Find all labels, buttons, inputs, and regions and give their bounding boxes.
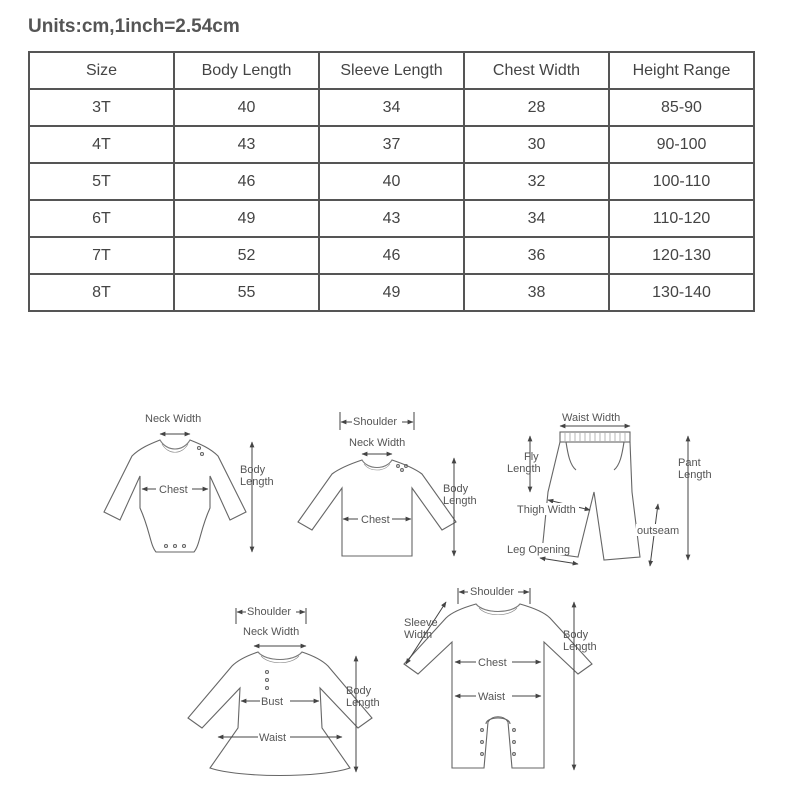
cell-sleeve-length: 40 bbox=[319, 163, 464, 200]
measurement-diagrams bbox=[0, 340, 800, 800]
units-note: Units:cm,1inch=2.54cm bbox=[28, 16, 240, 37]
label-body-length-2: Length bbox=[346, 697, 380, 709]
label-sleeve-width-1: Sleeve bbox=[404, 617, 438, 629]
cell-sleeve-length: 43 bbox=[319, 200, 464, 237]
cell-chest-width: 32 bbox=[464, 163, 609, 200]
cell-body-length: 55 bbox=[174, 274, 319, 311]
header-height-range: Height Range bbox=[609, 52, 754, 89]
cell-size: 6T bbox=[29, 200, 174, 237]
header-body-length: Body Length bbox=[174, 52, 319, 89]
label-body-length-1: Body bbox=[346, 685, 372, 697]
header-chest-width: Chest Width bbox=[464, 52, 609, 89]
cell-size: 3T bbox=[29, 89, 174, 126]
size-table bbox=[28, 51, 755, 312]
table-row bbox=[29, 89, 754, 126]
label-waist: Waist bbox=[259, 732, 287, 744]
label-body-length-2: Length bbox=[443, 495, 477, 507]
label-pant-length-2: Length bbox=[678, 469, 712, 481]
pants-pocket-right bbox=[614, 442, 624, 470]
label-body-length-1: Body bbox=[563, 629, 589, 641]
label-fly-length-2: Length bbox=[507, 463, 541, 475]
label-chest: Chest bbox=[361, 514, 390, 526]
cell-sleeve-length: 34 bbox=[319, 89, 464, 126]
cell-size: 4T bbox=[29, 126, 174, 163]
cell-body-length: 40 bbox=[174, 89, 319, 126]
header-size: Size bbox=[29, 52, 174, 89]
dress-outline bbox=[188, 652, 372, 776]
label-thigh-width: Thigh Width bbox=[517, 504, 576, 516]
label-shoulder: Shoulder bbox=[353, 416, 398, 428]
bodysuit-diagram bbox=[104, 413, 274, 552]
cell-height-range: 110-120 bbox=[609, 200, 754, 237]
top-diagram bbox=[298, 412, 477, 556]
top-outline bbox=[298, 460, 456, 556]
table-row bbox=[29, 200, 754, 237]
cell-chest-width: 34 bbox=[464, 200, 609, 237]
cell-size: 5T bbox=[29, 163, 174, 200]
label-leg-opening: Leg Opening bbox=[507, 544, 570, 556]
dress-diagram bbox=[188, 605, 380, 776]
label-neck-width: Neck Width bbox=[243, 626, 300, 638]
bodysuit-outline bbox=[104, 440, 246, 552]
cell-body-length: 46 bbox=[174, 163, 319, 200]
top-collar bbox=[362, 460, 392, 470]
label-neck-width: Neck Width bbox=[349, 437, 406, 449]
label-shoulder: Shoulder bbox=[247, 606, 292, 618]
cell-body-length: 43 bbox=[174, 126, 319, 163]
label-bust: Bust bbox=[261, 696, 284, 708]
label-waist: Waist bbox=[478, 691, 506, 703]
cell-height-range: 130-140 bbox=[609, 274, 754, 311]
cell-sleeve-length: 49 bbox=[319, 274, 464, 311]
table-row bbox=[29, 126, 754, 163]
cell-chest-width: 38 bbox=[464, 274, 609, 311]
label-neck-width: Neck Width bbox=[145, 413, 202, 425]
cell-sleeve-length: 37 bbox=[319, 126, 464, 163]
pants-outline bbox=[542, 442, 640, 560]
label-body-length-1: Body bbox=[240, 464, 266, 476]
label-chest: Chest bbox=[159, 484, 188, 496]
label-shoulder: Shoulder bbox=[470, 586, 515, 598]
cell-height-range: 120-130 bbox=[609, 237, 754, 274]
table-row bbox=[29, 163, 754, 200]
pants-diagram bbox=[505, 412, 712, 566]
header-sleeve-length: Sleeve Length bbox=[319, 52, 464, 89]
label-outseam: outseam bbox=[637, 525, 680, 537]
label-waist-width: Waist Width bbox=[562, 412, 621, 424]
cell-body-length: 49 bbox=[174, 200, 319, 237]
cell-size: 8T bbox=[29, 274, 174, 311]
cell-height-range: 85-90 bbox=[609, 89, 754, 126]
romper-diagram bbox=[404, 585, 597, 770]
label-body-length-2: Length bbox=[563, 641, 597, 653]
cell-sleeve-length: 46 bbox=[319, 237, 464, 274]
label-body-length-2: Length bbox=[240, 476, 274, 488]
label-fly-length-1: Fly bbox=[524, 451, 539, 463]
label-body-length-1: Body bbox=[443, 483, 469, 495]
cell-height-range: 100-110 bbox=[609, 163, 754, 200]
cell-chest-width: 28 bbox=[464, 89, 609, 126]
table-row bbox=[29, 237, 754, 274]
pants-pocket-left bbox=[566, 442, 576, 470]
cell-body-length: 52 bbox=[174, 237, 319, 274]
table-header-row bbox=[29, 52, 754, 89]
cell-size: 7T bbox=[29, 237, 174, 274]
table-row bbox=[29, 274, 754, 311]
cell-height-range: 90-100 bbox=[609, 126, 754, 163]
label-sleeve-width-2: Width bbox=[404, 629, 433, 641]
cell-chest-width: 36 bbox=[464, 237, 609, 274]
label-pant-length-1: Pant bbox=[678, 457, 701, 469]
label-chest: Chest bbox=[478, 657, 507, 669]
cell-chest-width: 30 bbox=[464, 126, 609, 163]
